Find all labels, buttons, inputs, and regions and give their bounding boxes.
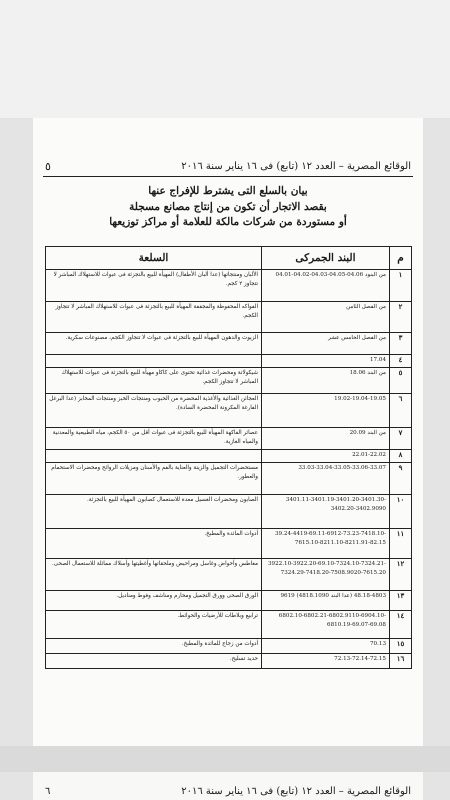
goods-description: الألبان ومنتجاتها (عدا ألبان الأطفال) المهيأة للبيع بالتجزئة فى عبوات للاستهلاك المباشر لا تتجاوز ٢ كجم. bbox=[46, 270, 262, 302]
table-row bbox=[46, 450, 412, 463]
col-header-goods: السلعة bbox=[46, 247, 262, 270]
goods-description: مغاطس وأحواض وغاسل ومراحيض وملحقاتها وأغطيتها وأسلاك مماثلة للاستعمال الصحى. bbox=[46, 559, 262, 591]
goods-description: أدوات المائدة والمطبخ. bbox=[46, 529, 262, 559]
row-number: ١٥ bbox=[390, 639, 412, 654]
col-header-customs-code: البند الجمركى bbox=[262, 247, 390, 270]
row-number: ١٦ bbox=[390, 654, 412, 669]
header-rule bbox=[43, 176, 413, 177]
customs-code: 17.04 bbox=[262, 355, 390, 368]
goods-description: الصابون ومحضرات الغسيل معدة للاستعمال كصابون المهيأة للبيع بالتجزئة. bbox=[46, 495, 262, 529]
row-number: ١٠ bbox=[390, 495, 412, 529]
customs-code: من الفصل الثامن bbox=[262, 302, 390, 333]
table-row bbox=[46, 394, 412, 428]
row-number: ٤ bbox=[390, 355, 412, 368]
table-row bbox=[46, 355, 412, 368]
row-number: ٢ bbox=[390, 302, 412, 333]
page-number: ٥ bbox=[45, 159, 51, 173]
customs-code: 72.13-72.14-72.15 bbox=[262, 654, 390, 669]
row-number: ١١ bbox=[390, 529, 412, 559]
table-header-row bbox=[46, 247, 412, 270]
customs-code: 33.03-33.04-33.05-33.06-33.07 bbox=[262, 463, 390, 495]
document-title bbox=[83, 184, 373, 231]
table-row bbox=[46, 591, 412, 611]
customs-code: 22.01-22.02 bbox=[262, 450, 390, 463]
goods-description: الزيوت والدهون المهيأة للبيع بالتجزئة فى عبوات لا تتجاوز الكجم، مصنوعات سكرية. bbox=[46, 333, 262, 355]
goods-description: عصائر الفاكهة المهيأة للبيع بالتجزئة فى عبوات أقل من ٥٠ الكجم، مياه الطبيعية والمعدنية والمياه الغازية. bbox=[46, 428, 262, 450]
col-header-number: م bbox=[390, 247, 412, 270]
title-line: أو مستوردة من شركات مالكة للعلامة أو مراكز توزيعها bbox=[109, 216, 347, 228]
row-number: ٧ bbox=[390, 428, 412, 450]
row-number: ٦ bbox=[390, 394, 412, 428]
table-row bbox=[46, 463, 412, 495]
table-row bbox=[46, 368, 412, 394]
table-row bbox=[46, 654, 412, 669]
customs-code: من البنود 04.06-04.05-04.03-04.02-04.01 bbox=[262, 270, 390, 302]
customs-code: من البند 18.06 bbox=[262, 368, 390, 394]
row-number: ٨ bbox=[390, 450, 412, 463]
next-running-title: الوقائع المصرية – العدد ١٢ (تابع) فى ١٦ يناير سنة ٢٠١٦ bbox=[181, 785, 411, 797]
goods-description bbox=[46, 355, 262, 368]
page-gap bbox=[0, 746, 450, 772]
viewer-top-area bbox=[0, 0, 450, 118]
goods-description: الورق الصحى وورق التجميل ومحارم ومناشف وفوط ومناديل. bbox=[46, 591, 262, 611]
row-number: ١٤ bbox=[390, 611, 412, 639]
table-row bbox=[46, 559, 412, 591]
next-running-header bbox=[45, 784, 411, 798]
customs-code: 19.02-19.04-19.05 bbox=[262, 394, 390, 428]
row-number: ٩ bbox=[390, 463, 412, 495]
customs-code: 48.18-4803 (عدا البند 4818.1090) 9619 bbox=[262, 591, 390, 611]
table-row bbox=[46, 428, 412, 450]
row-number: ١٢ bbox=[390, 559, 412, 591]
row-number: ١ bbox=[390, 270, 412, 302]
goods-description: الفواكه المحفوظة والمجففة المهيأة للبيع بالتجزئة فى عبوات للاستهلاك المباشر لا تتجاوز الكجم. bbox=[46, 302, 262, 333]
table-row bbox=[46, 302, 412, 333]
title-line: بيان بالسلع التى يشترط للإفراج عنها bbox=[148, 185, 308, 197]
table-row bbox=[46, 529, 412, 559]
goods-description: ترابيع وبلاطات للأرضيات والحوائط. bbox=[46, 611, 262, 639]
table-row bbox=[46, 639, 412, 654]
goods-description: مستحضرات التجميل والزينة والعناية بالفم والأسنان ومزيلات الروائح ومحضرات الاستحمام والعطور. bbox=[46, 463, 262, 495]
customs-code: من الفصل الخامس عشر bbox=[262, 333, 390, 355]
goods-description bbox=[46, 450, 262, 463]
table-row bbox=[46, 270, 412, 302]
goods-description: شيكولاتة ومحضرات غذائية تحتوى على كاكاو مهيأة للبيع بالتجزئة فى عبوات للاستهلاك المباشر لا تتجاوز الكجم. bbox=[46, 368, 262, 394]
title-line: بقصد الاتجار أن تكون من إنتاج مصانع مسجلة bbox=[129, 200, 327, 213]
customs-code: 3401.11-3401.19-3401.20-3401.30-3402.20-3402.9090 bbox=[262, 495, 390, 529]
next-document-page bbox=[33, 772, 423, 800]
goods-description: العجائن الغذائية والأغذية المحضرة من الحبوب ومنتجات الخبز ومنتجات المخابز (عدا البرغل الفارغة المكرونة المحضرة السادة). bbox=[46, 394, 262, 428]
table-row bbox=[46, 611, 412, 639]
table-row bbox=[46, 495, 412, 529]
running-title: الوقائع المصرية – العدد ١٢ (تابع) فى ١٦ يناير سنة ٢٠١٦ bbox=[181, 160, 411, 172]
customs-code: 3922.10-3922.20-69.10-7324.10-7324.21-7324.29-7418.20-7508.9020-7615.20 bbox=[262, 559, 390, 591]
goods-description: حديد تسليح. bbox=[46, 654, 262, 669]
document-page bbox=[33, 118, 423, 746]
running-header bbox=[45, 158, 411, 174]
row-number: ٥ bbox=[390, 368, 412, 394]
row-number: ٣ bbox=[390, 333, 412, 355]
table-row bbox=[46, 333, 412, 355]
customs-code: من البند 20.09 bbox=[262, 428, 390, 450]
next-page-number: ٦ bbox=[45, 785, 51, 797]
customs-code: 70.13 bbox=[262, 639, 390, 654]
customs-code: 39.24-4419-69.11-6912-73.23-7418.10-7615.10-8211.10-8211.91-82.15 bbox=[262, 529, 390, 559]
goods-table bbox=[45, 246, 412, 669]
row-number: ١٣ bbox=[390, 591, 412, 611]
goods-description: أدوات من زجاج للمائدة والمطبخ. bbox=[46, 639, 262, 654]
customs-code: 6802.10-6802.21-6802.9110-6904.10-6810.19-69.07-69.08 bbox=[262, 611, 390, 639]
